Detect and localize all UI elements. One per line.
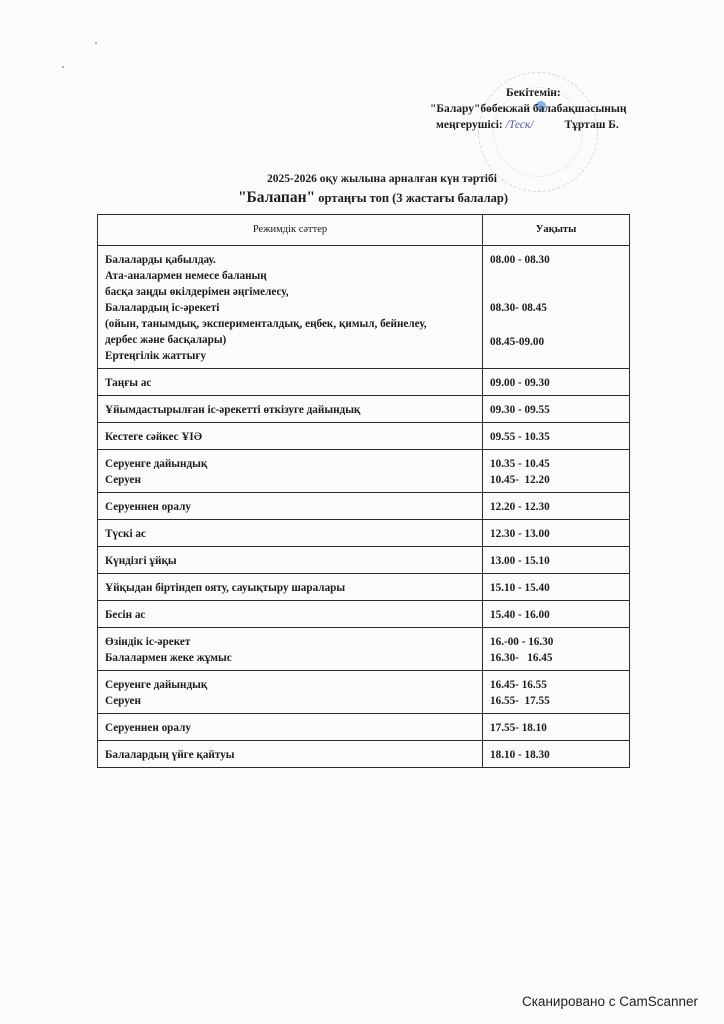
table-row xyxy=(98,628,630,671)
activity-line: Серуенге дайындық xyxy=(105,458,208,470)
activity-line: Ұйымдастырылған іс-әрекетті өткізуге дайындық xyxy=(105,404,361,416)
activity-line: Серуенге дайындық xyxy=(105,679,208,691)
time-cell xyxy=(483,741,630,768)
time-range: 09.30 - 09.55 xyxy=(490,404,550,416)
activity-line: Бесін ас xyxy=(105,609,146,621)
activity-cell xyxy=(98,741,483,768)
time-range: 16.-00 - 16.30 xyxy=(490,636,554,648)
time-range: 18.10 - 18.30 xyxy=(490,749,550,761)
activity-cell xyxy=(98,671,483,714)
time-range: 09.00 - 09.30 xyxy=(490,377,550,389)
activity-cell xyxy=(98,714,483,741)
approval-organization: "Балару"бөбекжай балабақшасының xyxy=(430,103,627,115)
activity-line: Таңғы ас xyxy=(105,377,152,389)
table-row xyxy=(98,369,630,396)
approval-heading: Бекітемін: xyxy=(506,87,561,99)
table-row xyxy=(98,450,630,493)
activity-line: Өзіндік іс-әрекет xyxy=(105,636,191,648)
group-name: "Балапан" xyxy=(237,189,316,206)
time-cell xyxy=(483,601,630,628)
time-cell xyxy=(483,547,630,574)
time-cell xyxy=(483,628,630,671)
table-row xyxy=(98,396,630,423)
time-cell xyxy=(483,574,630,601)
time-range: 15.10 - 15.40 xyxy=(490,582,550,594)
time-cell xyxy=(483,493,630,520)
activity-line: Күндізгі ұйқы xyxy=(105,555,177,567)
document-subtitle xyxy=(0,189,724,207)
table-row xyxy=(98,423,630,450)
header-time-label: Уақыты xyxy=(535,224,577,235)
activity-cell xyxy=(98,423,483,450)
table-row xyxy=(98,601,630,628)
activity-line: Балаларды қабылдау. xyxy=(105,254,216,266)
table-body xyxy=(98,246,630,768)
time-range: 13.00 - 15.10 xyxy=(490,555,550,567)
scan-speck xyxy=(62,66,64,68)
time-range: 12.20 - 12.30 xyxy=(490,501,550,513)
signature: /Теск/ xyxy=(505,119,534,131)
time-range: 09.55 - 10.35 xyxy=(490,431,550,443)
activity-line: Балалармен жеке жұмыс xyxy=(105,652,232,664)
approval-block xyxy=(430,85,670,133)
activity-cell xyxy=(98,396,483,423)
time-range: 10.45- 12.20 xyxy=(490,474,550,486)
camscanner-watermark: Сканировано с CamScanner xyxy=(521,994,698,1009)
activity-line: Кестеге сәйкес ҰІӘ xyxy=(105,431,203,443)
approval-name: Тұрташ Б. xyxy=(564,119,619,131)
activity-line: Ұйқыдан біртіндеп ояту, сауықтыру шаралары xyxy=(105,582,346,594)
activity-line: Балалардың үйге қайтуы xyxy=(105,749,235,761)
approval-position: меңгерушісі: xyxy=(436,119,503,131)
time-cell xyxy=(483,714,630,741)
activity-line: Серуеннен оралу xyxy=(105,722,191,734)
activity-line: Түскі ас xyxy=(105,528,146,540)
activity-cell xyxy=(98,547,483,574)
scan-speck xyxy=(95,42,97,44)
group-description: ортаңғы топ (3 жастағы балалар) xyxy=(318,191,509,205)
time-range: 08.30- 08.45 xyxy=(490,302,547,314)
activity-line: Серуеннен оралу xyxy=(105,501,191,513)
activity-line: Ертеңгілік жаттығу xyxy=(105,350,207,362)
table-row xyxy=(98,246,630,369)
activity-line: дербес және басқалары) xyxy=(105,334,227,346)
table-row xyxy=(98,547,630,574)
time-range: 16.45- 16.55 xyxy=(490,679,547,691)
approval-signatory xyxy=(430,117,670,133)
activity-cell xyxy=(98,246,483,369)
table-row xyxy=(98,574,630,601)
time-range: 16.30- 16.45 xyxy=(490,652,553,664)
time-cell xyxy=(483,520,630,547)
activity-cell xyxy=(98,574,483,601)
activity-cell xyxy=(98,601,483,628)
time-range: 08.00 - 08.30 xyxy=(490,254,550,266)
document-title: 2025-2026 оқу жылына арналған күн тәртібі xyxy=(267,173,497,185)
table-row xyxy=(98,714,630,741)
table-header-row xyxy=(98,215,630,246)
time-range: 12.30 - 13.00 xyxy=(490,528,550,540)
activity-line: Серуен xyxy=(105,695,141,707)
time-cell xyxy=(483,671,630,714)
time-cell xyxy=(483,396,630,423)
time-cell xyxy=(483,450,630,493)
table-row xyxy=(98,671,630,714)
activity-cell xyxy=(98,493,483,520)
time-range: 17.55- 18.10 xyxy=(490,722,547,734)
time-cell xyxy=(483,369,630,396)
header-activity: Режимдік сәттер xyxy=(98,215,483,246)
time-range: 15.40 - 16.00 xyxy=(490,609,550,621)
spacer xyxy=(490,268,622,300)
daily-schedule-table xyxy=(97,214,630,768)
activity-cell xyxy=(98,369,483,396)
time-range: 16.55- 17.55 xyxy=(490,695,550,707)
activity-line: Ата-аналармен немесе баланың xyxy=(105,270,267,282)
time-range: 08.45-09.00 xyxy=(490,336,545,348)
activity-cell xyxy=(98,520,483,547)
activity-cell xyxy=(98,628,483,671)
time-range: 10.35 - 10.45 xyxy=(490,458,550,470)
table-row xyxy=(98,520,630,547)
spacer xyxy=(490,316,622,334)
table-row xyxy=(98,493,630,520)
activity-cell xyxy=(98,450,483,493)
activity-line: Серуен xyxy=(105,474,141,486)
activity-line: Балалардың іс-әрекеті xyxy=(105,302,220,314)
table-row xyxy=(98,741,630,768)
activity-line: басқа заңды өкілдерімен әңгімелесу, xyxy=(105,286,289,298)
time-cell xyxy=(483,246,630,369)
header-time xyxy=(483,215,630,246)
time-cell xyxy=(483,423,630,450)
activity-line: (ойын, танымдық, эксперименталдық, еңбек, қимыл, бейнелеу, xyxy=(105,318,427,330)
